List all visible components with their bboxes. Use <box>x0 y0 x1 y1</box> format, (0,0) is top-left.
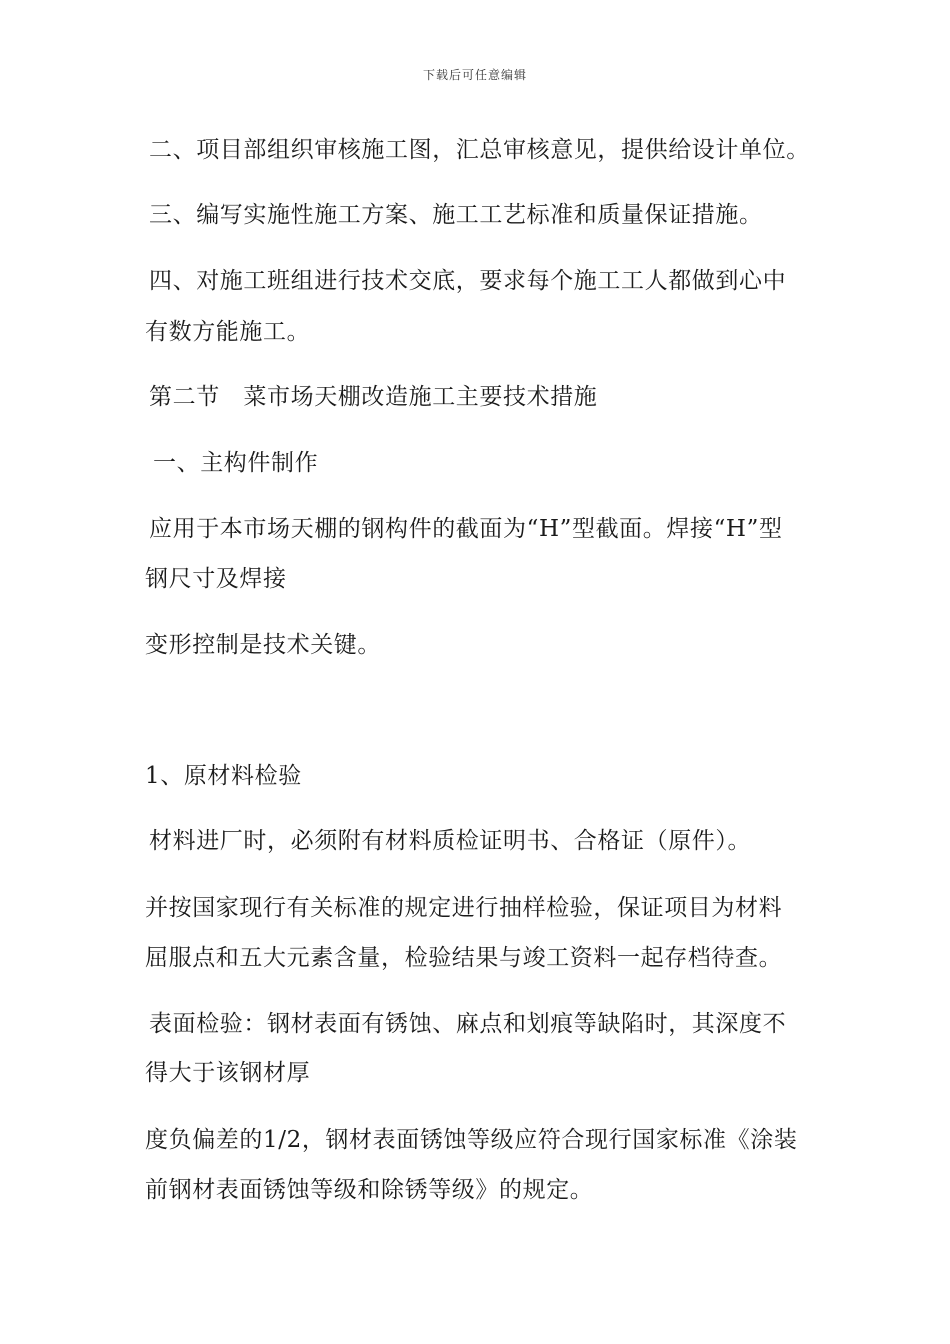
paragraph-line: 钢尺寸及焊接 <box>145 566 287 592</box>
paragraph-line: 有数方能施工。 <box>145 319 311 345</box>
subsection-heading: 一、主构件制作 <box>153 450 319 476</box>
item-heading: 1、原材料检验 <box>145 763 302 789</box>
paragraph-line: 变形控制是技术关键。 <box>145 632 381 658</box>
paragraph-line: 三、编写实施性施工方案、施工工艺标准和质量保证措施。 <box>149 202 763 228</box>
paragraph-line: 并按国家现行有关标准的规定进行抽样检验，保证项目为材料 <box>145 895 783 921</box>
paragraph-line: 四、对施工班组进行技术交底，要求每个施工工人都做到心中 <box>149 268 787 294</box>
paragraph-line: 度负偏差的1/2，钢材表面锈蚀等级应符合现行国家标准《涂装 <box>145 1127 798 1153</box>
paragraph-line: 材料进厂时，必须附有材料质检证明书、合格证（原件）。 <box>149 828 752 854</box>
paragraph-line: 表面检验：钢材表面有锈蚀、麻点和划痕等缺陷时，其深度不 <box>149 1011 787 1037</box>
section-heading: 第二节 菜市场天棚改造施工主要技术措施 <box>149 384 598 410</box>
paragraph-line: 二、项目部组织审核施工图，汇总审核意见，提供给设计单位。 <box>149 137 810 163</box>
paragraph-line: 应用于本市场天棚的钢构件的截面为“H”型截面。焊接“H”型 <box>149 516 783 542</box>
page-header: 下载后可任意编辑 <box>422 68 527 82</box>
paragraph-line: 前钢材表面锈蚀等级和除锈等级》的规定。 <box>145 1177 594 1203</box>
paragraph-line: 屈服点和五大元素含量，检验结果与竣工资料一起存档待查。 <box>145 945 783 971</box>
paragraph-line: 得大于该钢材厚 <box>145 1060 311 1086</box>
